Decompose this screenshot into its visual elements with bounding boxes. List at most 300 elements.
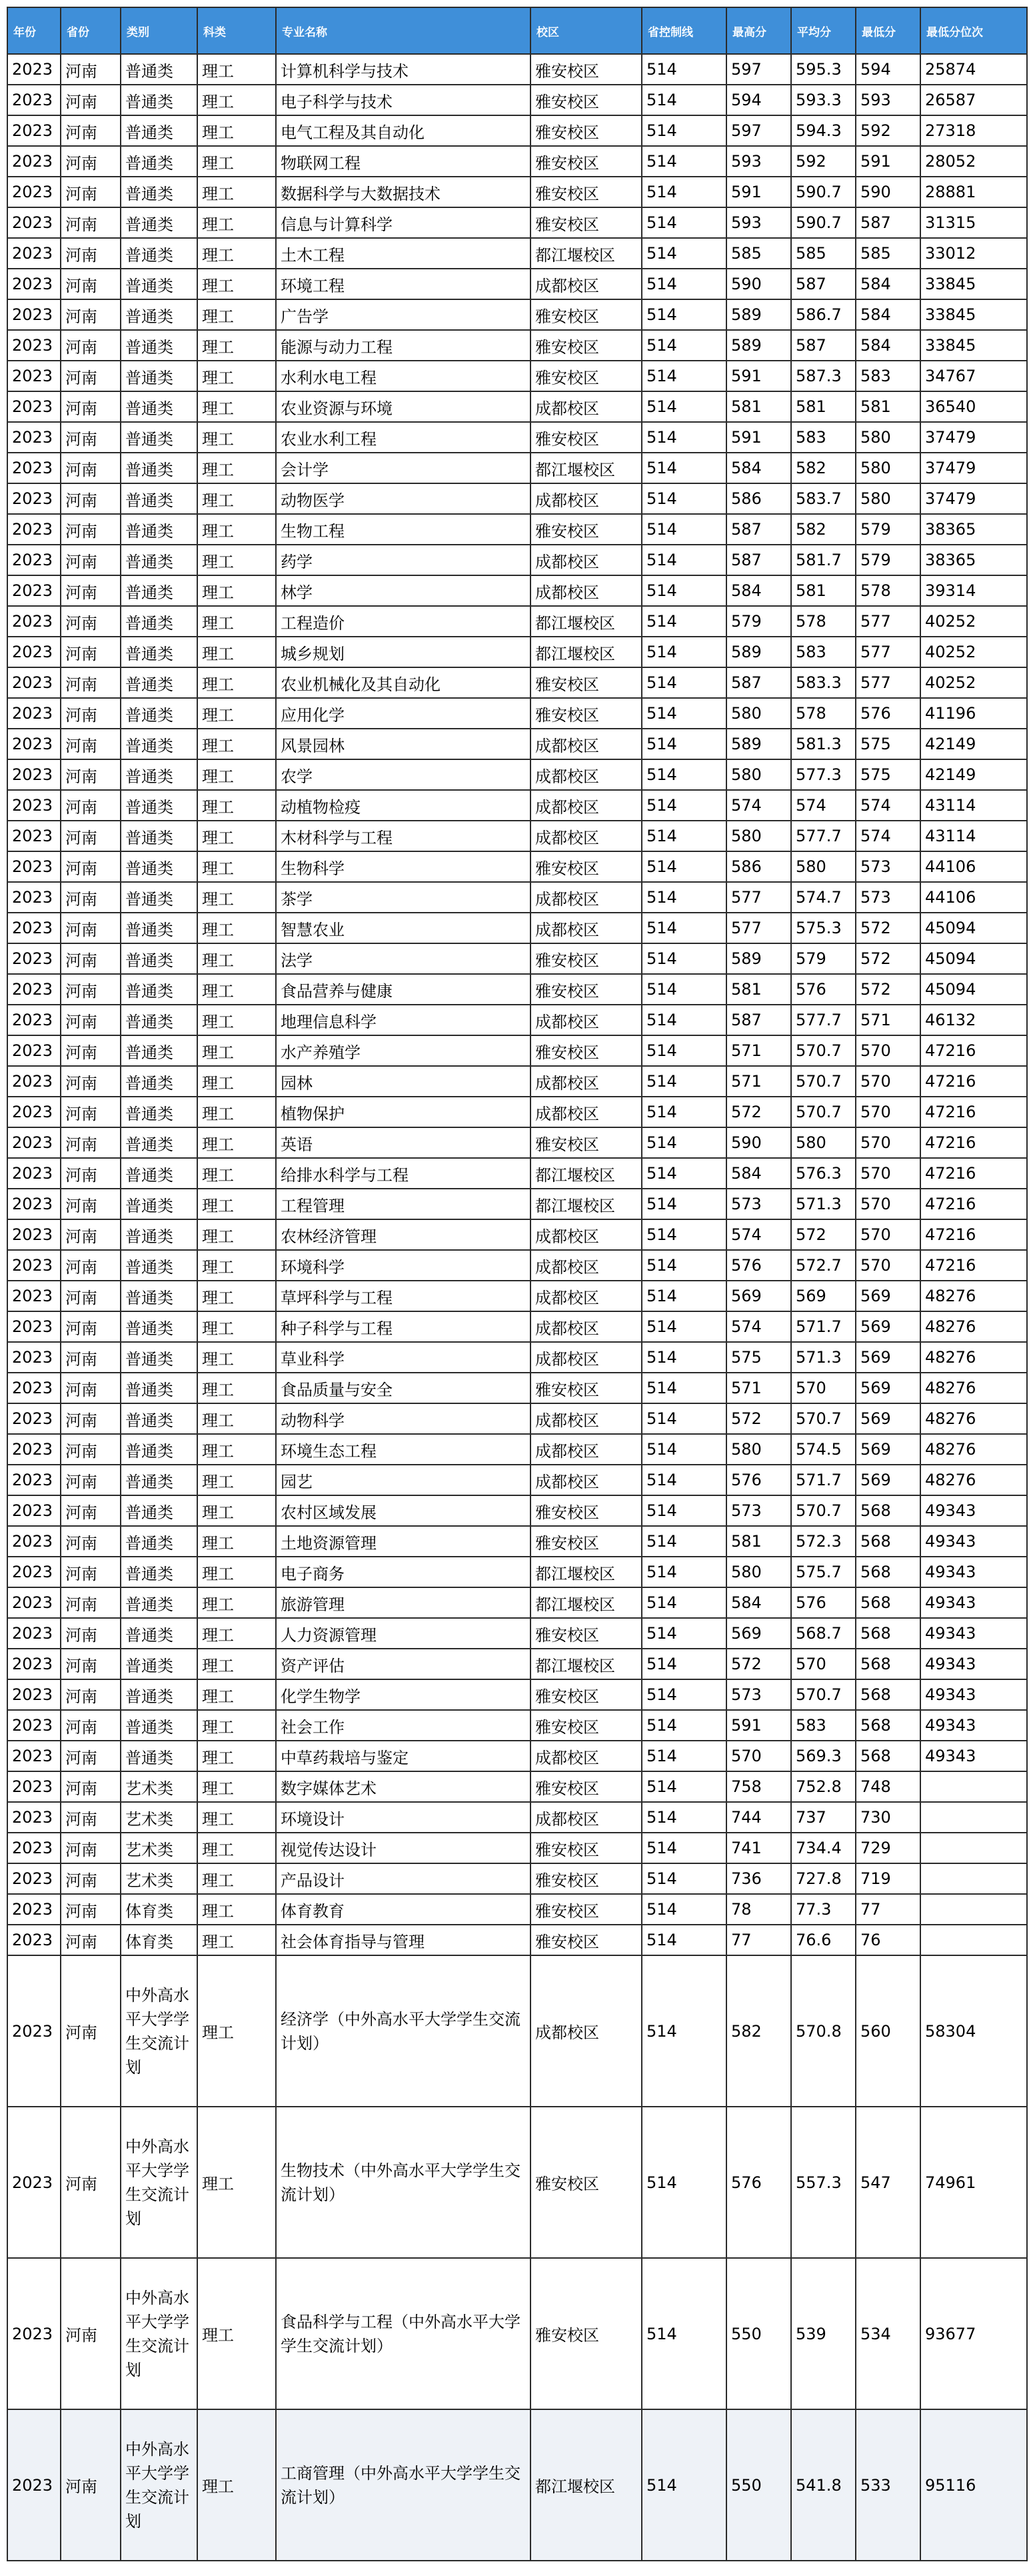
cell-major-name: 物联网工程 <box>276 146 530 177</box>
cell-control-line: 514 <box>642 851 726 882</box>
cell-major-name: 生物科学 <box>276 851 530 882</box>
table-row <box>7 1771 1027 1802</box>
cell-campus: 成都校区 <box>530 1097 642 1127</box>
cell-subject-type: 理工 <box>197 1741 276 1771</box>
cell-category: 普通类 <box>121 821 197 851</box>
cell-max-score: 593 <box>726 146 791 177</box>
table-row <box>7 545 1027 575</box>
table-row <box>7 422 1027 453</box>
cell-max-score: 574 <box>726 790 791 821</box>
cell-province: 河南 <box>61 2409 121 2561</box>
cell-min-score: 576 <box>856 698 920 729</box>
cell-category: 体育类 <box>121 1925 197 1955</box>
cell-control-line: 514 <box>642 422 726 453</box>
cell-campus: 雅安校区 <box>530 85 642 115</box>
cell-province: 河南 <box>61 115 121 146</box>
cell-subject-type: 理工 <box>197 545 276 575</box>
cell-max-score: 577 <box>726 913 791 943</box>
cell-province: 河南 <box>61 1373 121 1403</box>
cell-year: 2023 <box>7 1955 61 2107</box>
cell-campus: 成都校区 <box>530 483 642 514</box>
cell-category: 普通类 <box>121 391 197 422</box>
cell-min-score: 569 <box>856 1434 920 1465</box>
cell-campus: 雅安校区 <box>530 330 642 361</box>
cell-control-line: 514 <box>642 2107 726 2258</box>
cell-max-score: 587 <box>726 667 791 698</box>
cell-min-score: 569 <box>856 1281 920 1311</box>
cell-major-name: 动植物检疫 <box>276 790 530 821</box>
cell-year: 2023 <box>7 483 61 514</box>
cell-year: 2023 <box>7 1127 61 1158</box>
cell-control-line: 514 <box>642 821 726 851</box>
cell-min-score: 570 <box>856 1127 920 1158</box>
cell-avg-score: 583.7 <box>791 483 856 514</box>
cell-subject-type: 理工 <box>197 238 276 269</box>
cell-province: 河南 <box>61 177 121 207</box>
cell-year: 2023 <box>7 1434 61 1465</box>
cell-year: 2023 <box>7 1802 61 1833</box>
cell-control-line: 514 <box>642 1097 726 1127</box>
cell-category: 普通类 <box>121 1526 197 1557</box>
cell-max-score: 584 <box>726 1158 791 1189</box>
cell-avg-score: 572 <box>791 1219 856 1250</box>
cell-min-rank: 41196 <box>920 698 1027 729</box>
cell-major-name: 会计学 <box>276 453 530 483</box>
cell-subject-type: 理工 <box>197 606 276 637</box>
cell-avg-score: 579 <box>791 943 856 974</box>
cell-avg-score: 577.7 <box>791 1005 856 1035</box>
table-row <box>7 1741 1027 1771</box>
cell-major-name: 草坪科学与工程 <box>276 1281 530 1311</box>
table-row <box>7 146 1027 177</box>
cell-province: 河南 <box>61 759 121 790</box>
cell-control-line: 514 <box>642 391 726 422</box>
cell-subject-type: 理工 <box>197 115 276 146</box>
cell-max-score: 589 <box>726 943 791 974</box>
cell-max-score: 587 <box>726 514 791 545</box>
cell-campus: 雅安校区 <box>530 1894 642 1925</box>
cell-min-score: 580 <box>856 483 920 514</box>
cell-min-rank: 40252 <box>920 637 1027 667</box>
cell-min-rank: 46132 <box>920 1005 1027 1035</box>
cell-max-score: 594 <box>726 85 791 115</box>
cell-category: 普通类 <box>121 1035 197 1066</box>
cell-avg-score: 595.3 <box>791 54 856 85</box>
cell-major-name: 体育教育 <box>276 1894 530 1925</box>
cell-category: 艺术类 <box>121 1833 197 1863</box>
cell-year: 2023 <box>7 575 61 606</box>
cell-min-rank: 93677 <box>920 2258 1027 2409</box>
cell-max-score: 574 <box>726 1311 791 1342</box>
cell-min-score: 568 <box>856 1710 920 1741</box>
cell-province: 河南 <box>61 1342 121 1373</box>
cell-min-rank: 49343 <box>920 1526 1027 1557</box>
cell-year: 2023 <box>7 1311 61 1342</box>
cell-min-rank: 28881 <box>920 177 1027 207</box>
cell-category: 艺术类 <box>121 1771 197 1802</box>
cell-category: 普通类 <box>121 361 197 391</box>
cell-province: 河南 <box>61 606 121 637</box>
cell-major-name: 电气工程及其自动化 <box>276 115 530 146</box>
table-row <box>7 1281 1027 1311</box>
cell-subject-type: 理工 <box>197 1587 276 1618</box>
cell-category: 普通类 <box>121 1557 197 1587</box>
cell-min-rank: 36540 <box>920 391 1027 422</box>
cell-year: 2023 <box>7 637 61 667</box>
cell-province: 河南 <box>61 1894 121 1925</box>
cell-min-score: 583 <box>856 361 920 391</box>
cell-avg-score: 574.5 <box>791 1434 856 1465</box>
cell-year: 2023 <box>7 790 61 821</box>
cell-avg-score: 582 <box>791 514 856 545</box>
cell-min-score: 570 <box>856 1219 920 1250</box>
cell-campus: 雅安校区 <box>530 1771 642 1802</box>
cell-province: 河南 <box>61 790 121 821</box>
cell-province: 河南 <box>61 85 121 115</box>
cell-max-score: 572 <box>726 1097 791 1127</box>
cell-subject-type: 理工 <box>197 1557 276 1587</box>
cell-major-name: 资产评估 <box>276 1649 530 1679</box>
cell-subject-type: 理工 <box>197 913 276 943</box>
cell-avg-score: 539 <box>791 2258 856 2409</box>
table-row <box>7 299 1027 330</box>
cell-major-name: 城乡规划 <box>276 637 530 667</box>
cell-control-line: 514 <box>642 1925 726 1955</box>
cell-category: 普通类 <box>121 851 197 882</box>
cell-max-score: 587 <box>726 545 791 575</box>
cell-category: 普通类 <box>121 453 197 483</box>
cell-avg-score: 580 <box>791 1127 856 1158</box>
cell-avg-score: 569.3 <box>791 1741 856 1771</box>
cell-major-name: 农业机械化及其自动化 <box>276 667 530 698</box>
cell-province: 河南 <box>61 1925 121 1955</box>
cell-campus: 雅安校区 <box>530 422 642 453</box>
cell-year: 2023 <box>7 1925 61 1955</box>
cell-min-rank: 74961 <box>920 2107 1027 2258</box>
table-row <box>7 1403 1027 1434</box>
cell-category: 普通类 <box>121 1649 197 1679</box>
cell-category: 普通类 <box>121 299 197 330</box>
cell-subject-type: 理工 <box>197 361 276 391</box>
cell-min-score: 748 <box>856 1771 920 1802</box>
cell-category: 普通类 <box>121 1311 197 1342</box>
table-row <box>7 361 1027 391</box>
cell-category: 普通类 <box>121 1618 197 1649</box>
cell-avg-score: 570.7 <box>791 1403 856 1434</box>
cell-avg-score: 593.3 <box>791 85 856 115</box>
cell-subject-type: 理工 <box>197 1434 276 1465</box>
cell-major-name: 环境科学 <box>276 1250 530 1281</box>
cell-min-rank: 48276 <box>920 1434 1027 1465</box>
cell-province: 河南 <box>61 207 121 238</box>
cell-category: 中外高水平大学学生交流计划 <box>121 2409 197 2561</box>
cell-subject-type: 理工 <box>197 1342 276 1373</box>
cell-major-name: 农林经济管理 <box>276 1219 530 1250</box>
cell-province: 河南 <box>61 1158 121 1189</box>
cell-min-rank: 48276 <box>920 1465 1027 1495</box>
header-subject-type: 科类 <box>197 7 276 54</box>
cell-category: 普通类 <box>121 1342 197 1373</box>
cell-min-rank: 31315 <box>920 207 1027 238</box>
cell-province: 河南 <box>61 1219 121 1250</box>
cell-major-name: 植物保护 <box>276 1097 530 1127</box>
cell-major-name: 木材科学与工程 <box>276 821 530 851</box>
cell-year: 2023 <box>7 606 61 637</box>
cell-category: 普通类 <box>121 1373 197 1403</box>
cell-province: 河南 <box>61 1281 121 1311</box>
cell-control-line: 514 <box>642 729 726 759</box>
cell-control-line: 514 <box>642 514 726 545</box>
cell-major-name: 应用化学 <box>276 698 530 729</box>
cell-avg-score: 557.3 <box>791 2107 856 2258</box>
cell-category: 中外高水平大学学生交流计划 <box>121 2107 197 2258</box>
cell-year: 2023 <box>7 1465 61 1495</box>
cell-major-name: 林学 <box>276 575 530 606</box>
cell-major-name: 信息与计算科学 <box>276 207 530 238</box>
cell-max-score: 581 <box>726 974 791 1005</box>
cell-min-score: 570 <box>856 1158 920 1189</box>
cell-subject-type: 理工 <box>197 146 276 177</box>
cell-campus: 成都校区 <box>530 882 642 913</box>
cell-major-name: 水产养殖学 <box>276 1035 530 1066</box>
cell-min-score: 587 <box>856 207 920 238</box>
cell-year: 2023 <box>7 391 61 422</box>
cell-control-line: 514 <box>642 1587 726 1618</box>
header-year: 年份 <box>7 7 61 54</box>
cell-category: 普通类 <box>121 790 197 821</box>
cell-min-rank: 47216 <box>920 1035 1027 1066</box>
cell-category: 普通类 <box>121 759 197 790</box>
cell-major-name: 园林 <box>276 1066 530 1097</box>
cell-year: 2023 <box>7 1649 61 1679</box>
cell-category: 普通类 <box>121 575 197 606</box>
cell-subject-type: 理工 <box>197 1495 276 1526</box>
cell-major-name: 环境设计 <box>276 1802 530 1833</box>
cell-max-score: 736 <box>726 1863 791 1894</box>
cell-major-name: 种子科学与工程 <box>276 1311 530 1342</box>
cell-control-line: 514 <box>642 2258 726 2409</box>
cell-major-name: 经济学（中外高水平大学学生交流计划） <box>276 1955 530 2107</box>
table-row <box>7 1311 1027 1342</box>
cell-min-rank: 58304 <box>920 1955 1027 2107</box>
cell-avg-score: 570.7 <box>791 1097 856 1127</box>
cell-campus: 都江堰校区 <box>530 1649 642 1679</box>
table-row <box>7 1250 1027 1281</box>
cell-province: 河南 <box>61 698 121 729</box>
table-row <box>7 882 1027 913</box>
cell-control-line: 514 <box>642 1158 726 1189</box>
cell-min-rank: 33012 <box>920 238 1027 269</box>
cell-category: 中外高水平大学学生交流计划 <box>121 1955 197 2107</box>
cell-year: 2023 <box>7 882 61 913</box>
cell-category: 普通类 <box>121 1465 197 1495</box>
cell-min-score: 568 <box>856 1557 920 1587</box>
cell-control-line: 514 <box>642 1649 726 1679</box>
cell-province: 河南 <box>61 238 121 269</box>
cell-avg-score: 752.8 <box>791 1771 856 1802</box>
header-max-score: 最高分 <box>726 7 791 54</box>
cell-min-score: 569 <box>856 1465 920 1495</box>
cell-max-score: 584 <box>726 453 791 483</box>
cell-min-score: 570 <box>856 1097 920 1127</box>
table-row <box>7 1833 1027 1863</box>
cell-year: 2023 <box>7 1281 61 1311</box>
cell-control-line: 514 <box>642 1802 726 1833</box>
cell-subject-type: 理工 <box>197 1219 276 1250</box>
cell-category: 普通类 <box>121 1097 197 1127</box>
table-row <box>7 575 1027 606</box>
cell-province: 河南 <box>61 545 121 575</box>
cell-min-rank: 48276 <box>920 1403 1027 1434</box>
cell-subject-type: 理工 <box>197 2409 276 2561</box>
cell-avg-score: 578 <box>791 698 856 729</box>
cell-year: 2023 <box>7 1219 61 1250</box>
cell-province: 河南 <box>61 637 121 667</box>
cell-min-rank: 37479 <box>920 453 1027 483</box>
cell-campus: 雅安校区 <box>530 2258 642 2409</box>
table-row <box>7 1863 1027 1894</box>
cell-subject-type: 理工 <box>197 1066 276 1097</box>
cell-max-score: 581 <box>726 391 791 422</box>
cell-campus: 成都校区 <box>530 1005 642 1035</box>
cell-major-name: 法学 <box>276 943 530 974</box>
cell-min-score: 580 <box>856 422 920 453</box>
cell-subject-type: 理工 <box>197 1281 276 1311</box>
cell-avg-score: 578 <box>791 606 856 637</box>
cell-campus: 成都校区 <box>530 913 642 943</box>
cell-year: 2023 <box>7 759 61 790</box>
cell-province: 河南 <box>61 1097 121 1127</box>
cell-major-name: 社会体育指导与管理 <box>276 1925 530 1955</box>
cell-campus: 都江堰校区 <box>530 1158 642 1189</box>
cell-province: 河南 <box>61 1189 121 1219</box>
cell-max-score: 580 <box>726 821 791 851</box>
cell-campus: 雅安校区 <box>530 115 642 146</box>
cell-avg-score: 592 <box>791 146 856 177</box>
header-row <box>7 7 1027 54</box>
cell-campus: 都江堰校区 <box>530 2409 642 2561</box>
cell-control-line: 514 <box>642 54 726 85</box>
cell-min-rank: 47216 <box>920 1127 1027 1158</box>
cell-avg-score: 569 <box>791 1281 856 1311</box>
cell-year: 2023 <box>7 85 61 115</box>
cell-subject-type: 理工 <box>197 1526 276 1557</box>
cell-campus: 雅安校区 <box>530 851 642 882</box>
table-row <box>7 1557 1027 1587</box>
cell-min-score: 570 <box>856 1066 920 1097</box>
cell-avg-score: 576.3 <box>791 1158 856 1189</box>
cell-province: 河南 <box>61 974 121 1005</box>
cell-min-rank: 95116 <box>920 2409 1027 2561</box>
cell-control-line: 514 <box>642 1618 726 1649</box>
cell-major-name: 食品科学与工程（中外高水平大学学生交流计划） <box>276 2258 530 2409</box>
cell-year: 2023 <box>7 729 61 759</box>
cell-subject-type: 理工 <box>197 299 276 330</box>
cell-major-name: 园艺 <box>276 1465 530 1495</box>
header-min-score: 最低分 <box>856 7 920 54</box>
cell-avg-score: 583 <box>791 1710 856 1741</box>
table-row <box>7 330 1027 361</box>
cell-min-rank: 45094 <box>920 913 1027 943</box>
cell-min-rank: 48276 <box>920 1281 1027 1311</box>
cell-subject-type: 理工 <box>197 391 276 422</box>
cell-avg-score: 576 <box>791 974 856 1005</box>
cell-category: 普通类 <box>121 1281 197 1311</box>
cell-control-line: 514 <box>642 1465 726 1495</box>
cell-subject-type: 理工 <box>197 575 276 606</box>
table-row <box>7 1679 1027 1710</box>
cell-min-rank: 33845 <box>920 330 1027 361</box>
table-row <box>7 1373 1027 1403</box>
cell-min-score: 560 <box>856 1955 920 2107</box>
cell-min-rank: 43114 <box>920 821 1027 851</box>
cell-control-line: 514 <box>642 1066 726 1097</box>
cell-subject-type: 理工 <box>197 54 276 85</box>
cell-campus: 成都校区 <box>530 1311 642 1342</box>
cell-category: 普通类 <box>121 85 197 115</box>
header-avg-score: 平均分 <box>791 7 856 54</box>
cell-subject-type: 理工 <box>197 851 276 882</box>
cell-avg-score: 571.3 <box>791 1189 856 1219</box>
cell-control-line: 514 <box>642 1219 726 1250</box>
cell-min-rank: 26587 <box>920 85 1027 115</box>
cell-major-name: 工商管理（中外高水平大学学生交流计划） <box>276 2409 530 2561</box>
cell-min-score: 575 <box>856 729 920 759</box>
cell-avg-score: 587 <box>791 269 856 299</box>
cell-min-score: 730 <box>856 1802 920 1833</box>
cell-min-rank: 37479 <box>920 483 1027 514</box>
cell-control-line: 514 <box>642 1127 726 1158</box>
cell-avg-score: 581.7 <box>791 545 856 575</box>
cell-campus: 成都校区 <box>530 391 642 422</box>
cell-subject-type: 理工 <box>197 1679 276 1710</box>
cell-major-name: 生物工程 <box>276 514 530 545</box>
cell-province: 河南 <box>61 1618 121 1649</box>
cell-min-score: 533 <box>856 2409 920 2561</box>
cell-year: 2023 <box>7 1189 61 1219</box>
cell-subject-type: 理工 <box>197 1465 276 1495</box>
cell-max-score: 577 <box>726 882 791 913</box>
cell-min-rank: 38365 <box>920 545 1027 575</box>
cell-max-score: 589 <box>726 299 791 330</box>
cell-major-name: 风景园林 <box>276 729 530 759</box>
cell-max-score: 573 <box>726 1679 791 1710</box>
cell-category: 普通类 <box>121 1434 197 1465</box>
table-row <box>7 606 1027 637</box>
cell-min-score: 569 <box>856 1373 920 1403</box>
cell-province: 河南 <box>61 1955 121 2107</box>
cell-avg-score: 737 <box>791 1802 856 1833</box>
cell-category: 普通类 <box>121 238 197 269</box>
table-row <box>7 1618 1027 1649</box>
cell-province: 河南 <box>61 667 121 698</box>
cell-province: 河南 <box>61 1250 121 1281</box>
cell-subject-type: 理工 <box>197 1403 276 1434</box>
cell-province: 河南 <box>61 1679 121 1710</box>
cell-max-score: 582 <box>726 1955 791 2107</box>
cell-category: 普通类 <box>121 882 197 913</box>
cell-control-line: 514 <box>642 1710 726 1741</box>
cell-subject-type: 理工 <box>197 943 276 974</box>
cell-major-name: 旅游管理 <box>276 1587 530 1618</box>
cell-subject-type: 理工 <box>197 1005 276 1035</box>
cell-min-rank: 49343 <box>920 1557 1027 1587</box>
cell-min-score: 569 <box>856 1342 920 1373</box>
cell-min-rank: 44106 <box>920 882 1027 913</box>
cell-year: 2023 <box>7 1342 61 1373</box>
cell-avg-score: 590.7 <box>791 177 856 207</box>
table-row <box>7 54 1027 85</box>
